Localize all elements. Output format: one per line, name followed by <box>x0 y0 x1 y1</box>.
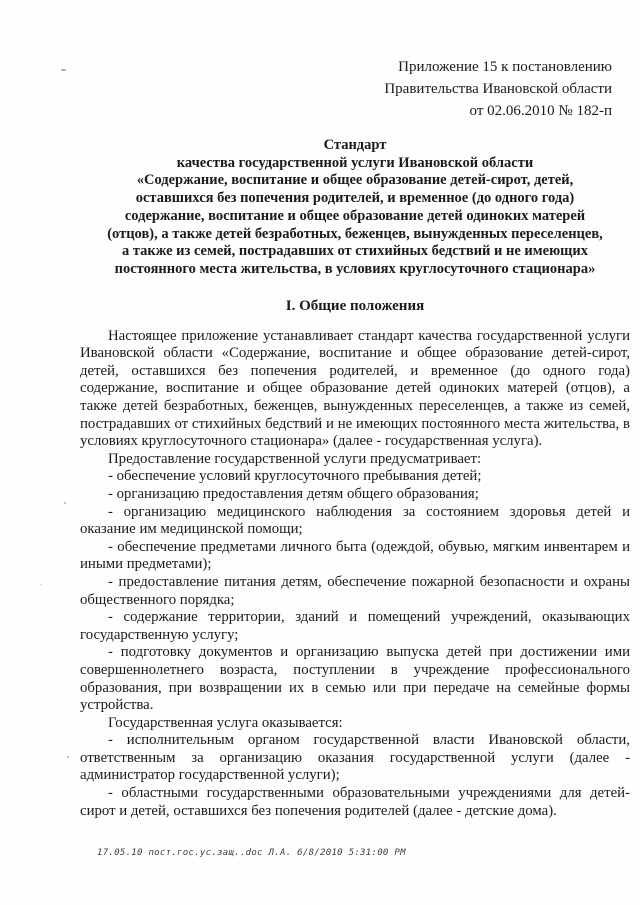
paragraph: Предоставление государственной услуги предусматривает: <box>108 450 482 467</box>
scan-artifact <box>67 756 69 758</box>
document-title-line: а также из семей, пострадавших от стихийных бедствий и не имеющих <box>121 243 589 260</box>
list-item-paragraph: - подготовку документов и организацию выпуска детей при достижении ими совершеннолетнего возраста, поступлении в учреждение профессионального образования, при возвращении их в семью или при передаче на семейные формы устройства. <box>80 644 630 714</box>
document-title-line: Стандарт <box>323 137 387 153</box>
document-title-line: «Содержание, воспитание и общее образование детей-сирот, детей, <box>136 172 574 189</box>
scan-artifact <box>40 584 42 585</box>
document-title-line: (отцов), а также детей безработных, беженцев, вынужденных переселенцев, <box>107 225 603 242</box>
appendix-reference-line: Правительства Ивановской области <box>384 81 612 97</box>
scan-artifact <box>61 69 66 71</box>
scan-artifact <box>64 502 66 504</box>
paragraph: Настоящее приложение устанавливает стандарт качества государственной услуги Ивановской области «Содержание, воспитание и общее образование детей-сирот, детей, оставшихся без попечения родителей, и временное (до одного года) содержание, воспитание и общее образование детей одиноких матерей (отцов), а также детей безработных, беженцев, вынужденных переселенцев, а также из семей, пострадавших от стихийных бедствий и не имеющих постоянного места жительства, в условиях круглосуточного стационара» (далее - государственная услуга). <box>80 327 630 450</box>
list-item-paragraph: - содержание территории, зданий и помещений учреждений, оказывающих государственную услугу; <box>80 609 630 643</box>
list-item-paragraph: - областными государственными образовательными учреждениями для детей-сирот и детей, оставшихся без попечения родителей (далее - детские дома). <box>80 785 630 819</box>
list-item-paragraph: - организацию предоставления детям общего образования; <box>108 485 479 502</box>
list-item-paragraph: - обеспечение условий круглосуточного пребывания детей; <box>108 468 482 485</box>
document-body <box>80 328 630 821</box>
document-title-line: оставшихся без попечения родителей, и временное (до одного года) <box>135 190 575 207</box>
list-item-paragraph: - исполнительным органом государственной власти Ивановской области, ответственным за организацию оказания государственной услуги (далее - администратор государственной услуги); <box>80 732 630 784</box>
document-title <box>80 137 630 279</box>
appendix-reference-line: Приложение 15 к постановлению <box>398 59 612 75</box>
footer-file-metadata: 17.05.10 пост.гос.ус.защ..doc Л.А. 6/8/2010 5:31:00 PM <box>97 848 406 858</box>
document-title-line: содержание, воспитание и общее образование детей одиноких матерей <box>124 207 586 224</box>
section-heading: I. Общие положения <box>285 297 425 314</box>
list-item-paragraph: - организацию медицинского наблюдения за состоянием здоровья детей и оказание им медицинской помощи; <box>80 503 630 538</box>
document-title-line: качества государственной услуги Ивановской области <box>176 154 534 171</box>
list-item-paragraph: - предоставление питания детям, обеспечение пожарной безопасности и охраны общественного порядка; <box>80 573 630 608</box>
appendix-reference-line: от 02.06.2010 № 182-п <box>469 103 612 119</box>
paragraph: Государственная услуга оказывается: <box>108 714 343 731</box>
list-item-paragraph: - обеспечение предметами личного быта (одеждой, обувью, мягким инвентарем и иными предметами); <box>80 538 630 573</box>
appendix-reference-block <box>80 56 630 122</box>
document-title-line: постоянного места жительства, в условиях круглосуточного стационара» <box>114 260 596 277</box>
document-content <box>80 0 630 820</box>
